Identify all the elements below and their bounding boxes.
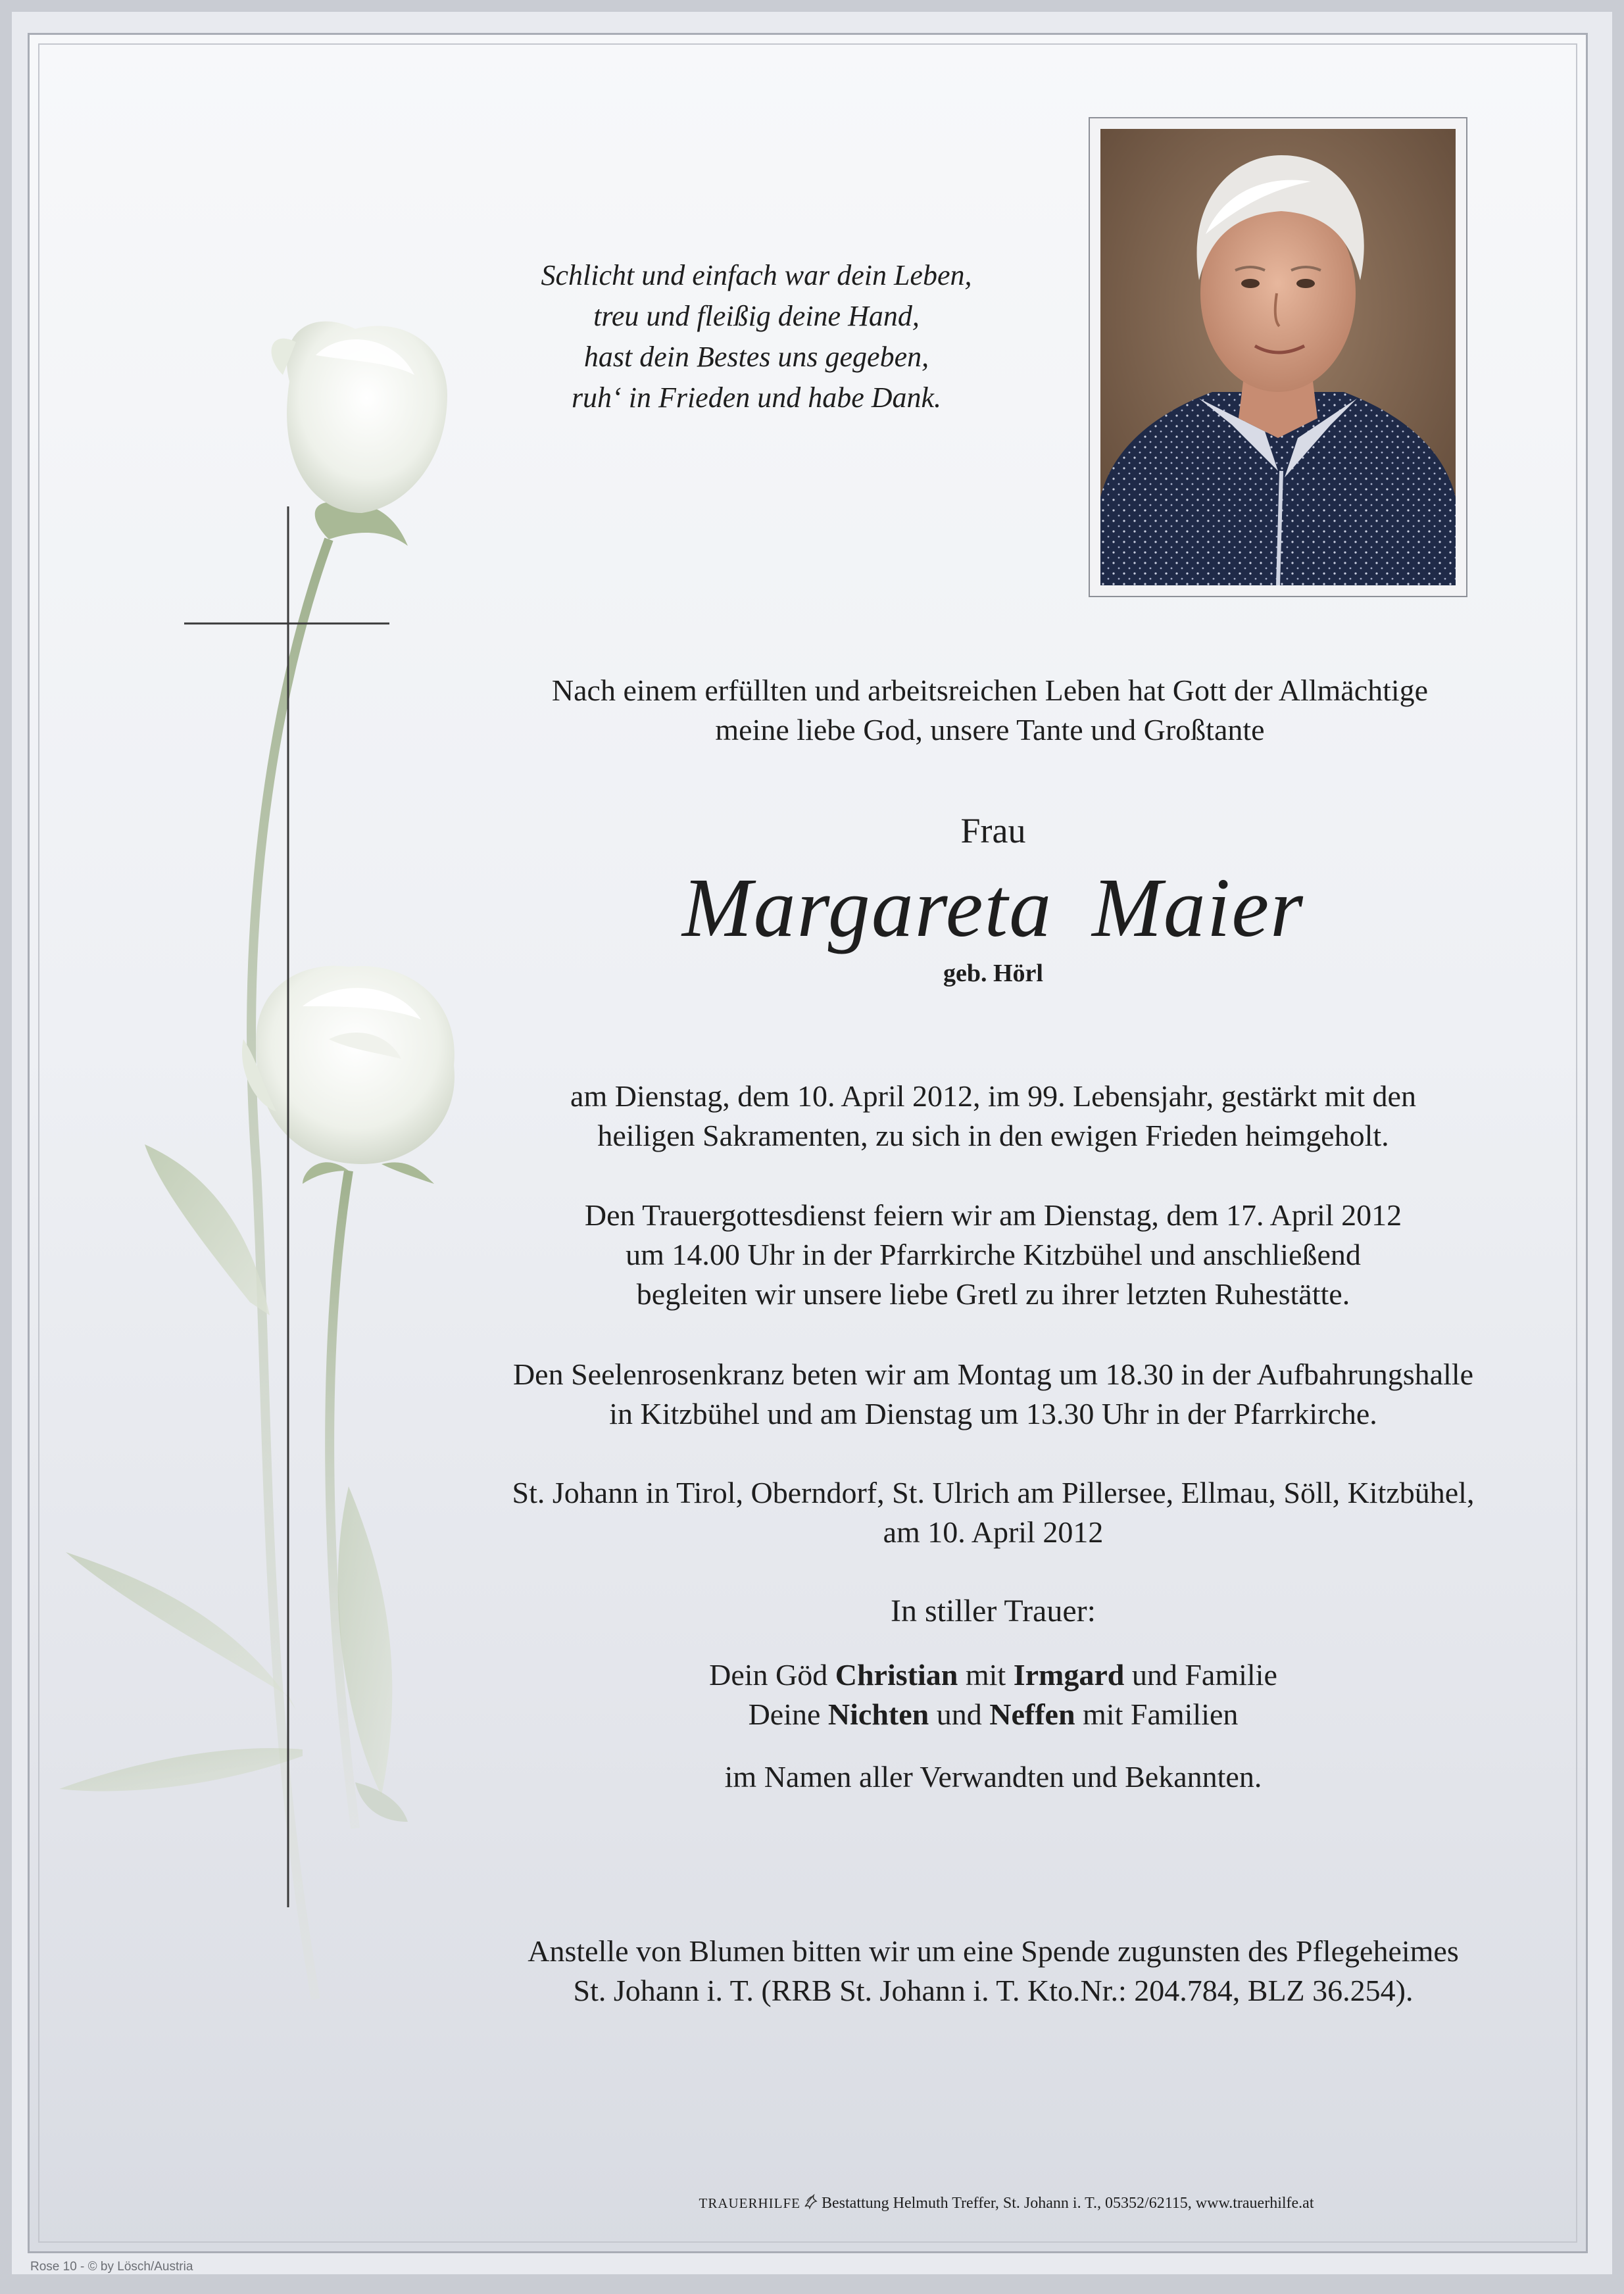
dove-icon bbox=[803, 2193, 818, 2210]
mourning-heading: In stiller Trauer: bbox=[891, 1594, 1096, 1628]
first-name: Margareta bbox=[682, 861, 1053, 954]
donation-line: Anstelle von Blumen bitten wir um eine Spende zugunsten des Pflegeheimes bbox=[528, 1934, 1459, 1968]
family-text: und bbox=[936, 1697, 982, 1731]
family-text: Deine bbox=[748, 1697, 821, 1731]
family-name-bold: Neffen bbox=[989, 1697, 1075, 1731]
salutation: Frau bbox=[960, 811, 1026, 850]
death-notice-line: heiligen Sakramenten, zu sich in den ewigen Frieden heimgeholt. bbox=[597, 1119, 1389, 1152]
place-line: St. Johann in Tirol, Oberndorf, St. Ulrich am Pillersee, Ellmau, Söll, Kitzbühel, bbox=[512, 1476, 1475, 1509]
family-text: Dein Göd bbox=[709, 1658, 828, 1692]
death-notice bbox=[395, 1077, 1592, 1156]
intro-line: Nach einem erfüllten und arbeitsreichen Leben hat Gott der Allmächtige bbox=[551, 673, 1429, 707]
place-date bbox=[395, 1473, 1592, 1552]
donation-request bbox=[395, 1932, 1592, 2011]
family-text: mit bbox=[965, 1658, 1006, 1692]
verse-line: hast dein Bestes uns gegeben, bbox=[583, 341, 929, 373]
footer-imprint bbox=[592, 2193, 1421, 2213]
maiden-name: geb. Hörl bbox=[943, 960, 1043, 987]
family-line bbox=[526, 1695, 1460, 1734]
family-line bbox=[526, 1655, 1460, 1695]
family-name-bold: Irmgard bbox=[1013, 1658, 1125, 1692]
portrait-photo bbox=[1100, 129, 1456, 585]
verse-line: treu und fleißig deine Hand, bbox=[593, 300, 920, 332]
rosary-info bbox=[395, 1355, 1592, 1434]
rosary-line: in Kitzbühel und am Dienstag um 13.30 Uhr in der Pfarrkirche. bbox=[609, 1397, 1377, 1430]
image-credit: Rose 10 - © by Lösch/Austria bbox=[30, 2260, 193, 2274]
family-text: und Familie bbox=[1131, 1658, 1277, 1692]
verse-line: Schlicht und einfach war dein Leben, bbox=[541, 259, 972, 291]
funeral-line: begleiten wir unsere liebe Gretl zu ihrer letzten Ruhestätte. bbox=[636, 1277, 1350, 1311]
date-line: am 10. April 2012 bbox=[883, 1515, 1104, 1549]
family-mourners bbox=[526, 1655, 1460, 1734]
donation-line: St. Johann i. T. (RRB St. Johann i. T. Kto.Nr.: 204.784, BLZ 36.254). bbox=[573, 1974, 1414, 2007]
relatives-line: im Namen aller Verwandten und Bekannten. bbox=[724, 1760, 1262, 1794]
funeral-line: um 14.00 Uhr in der Pfarrkirche Kitzbühel und anschließend bbox=[626, 1238, 1361, 1271]
footer-details: Bestattung Helmuth Treffer, St. Johann i. T., 05352/62115, www.trauerhilfe.at bbox=[822, 2195, 1314, 2212]
deceased-name bbox=[526, 858, 1460, 957]
intro-line: meine liebe God, unsere Tante und Großtante bbox=[715, 713, 1265, 746]
cross-line bbox=[184, 506, 395, 1907]
funeral-info bbox=[395, 1196, 1592, 1314]
rosary-line: Den Seelenrosenkranz beten wir am Montag um 18.30 in der Aufbahrungshalle bbox=[512, 1357, 1474, 1391]
last-name: Maier bbox=[1092, 861, 1304, 954]
funeral-line: Den Trauergottesdienst feiern wir am Dienstag, dem 17. April 2012 bbox=[584, 1198, 1402, 1232]
verse-poem bbox=[368, 255, 1144, 418]
photo-frame bbox=[1089, 117, 1467, 597]
family-text: mit Familien bbox=[1083, 1697, 1239, 1731]
family-name-bold: Nichten bbox=[827, 1697, 929, 1731]
verse-line: ruh‘ in Frieden und habe Dank. bbox=[571, 381, 942, 414]
footer-brand: TRAUERHILFE bbox=[699, 2195, 800, 2211]
intro-text bbox=[381, 671, 1598, 750]
death-notice-line: am Dienstag, dem 10. April 2012, im 99. Lebensjahr, gestärkt mit den bbox=[570, 1079, 1416, 1113]
family-name-bold: Christian bbox=[835, 1658, 958, 1692]
